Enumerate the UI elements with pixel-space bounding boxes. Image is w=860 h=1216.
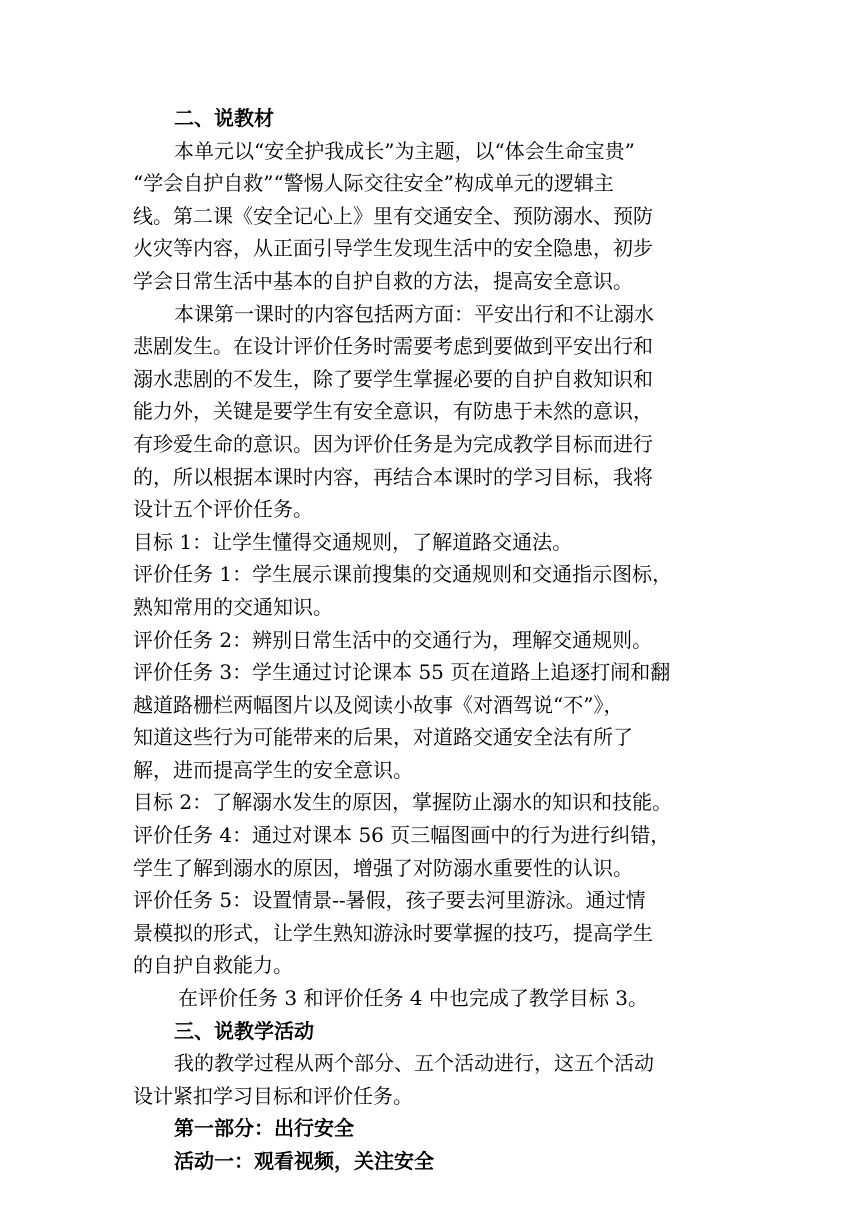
paragraph-line: 悲剧发生。在设计评价任务时需要考虑到要做到平安出行和 bbox=[133, 334, 653, 359]
paragraph-line: 溺水悲剧的不发生，除了要学生掌握必要的自护自救知识和 bbox=[133, 366, 653, 391]
section-heading-2: 二、说教材 bbox=[174, 106, 274, 130]
paragraph-line: 学生了解到溺水的原因，增强了对防溺水重要性的认识。 bbox=[133, 855, 633, 880]
document-page bbox=[133, 102, 733, 1178]
paragraph-line: 我的教学过程从两个部分、五个活动进行，这五个活动 bbox=[174, 1051, 654, 1076]
section-heading-3: 三、说教学活动 bbox=[174, 1018, 314, 1043]
task-1-line: 评价任务 1：学生展示课前搜集的交通规则和交通指示图标， bbox=[133, 562, 673, 587]
goal-2-line: 目标 2：了解溺水发生的原因，掌握防止溺水的知识和技能。 bbox=[133, 790, 673, 815]
task-2-line: 评价任务 2：辨别日常生活中的交通行为，理解交通规则。 bbox=[133, 627, 653, 652]
part-1-heading: 第一部分：出行安全 bbox=[174, 1116, 354, 1141]
paragraph-line: 本单元以“安全护我成长”为主题，以“体会生命宝贵” bbox=[174, 138, 635, 163]
paragraph-line: 知道这些行为可能带来的后果，对道路交通安全法有所了 bbox=[133, 725, 633, 750]
paragraph-line: 解，进而提高学生的安全意识。 bbox=[133, 757, 413, 782]
paragraph-line: 景模拟的形式，让学生熟知游泳时要掌握的技巧，提高学生 bbox=[133, 920, 653, 945]
paragraph-line: “学会自护自救”“警惕人际交往安全”构成单元的逻辑主 bbox=[133, 171, 614, 196]
activity-1-heading: 活动一：观看视频，关注安全 bbox=[174, 1149, 434, 1173]
paragraph-line: 的自护自救能力。 bbox=[133, 953, 293, 978]
paragraph-line: 火灾等内容，从正面引导学生发现生活中的安全隐患，初步 bbox=[133, 236, 653, 261]
task-3-line: 评价任务 3：学生通过讨论课本 55 页在道路上追逐打闹和翻 bbox=[133, 660, 671, 685]
paragraph-line: 学会日常生活中基本的自护自救的方法，提高安全意识。 bbox=[133, 268, 633, 293]
goal-1-line: 目标 1：让学生懂得交通规则，了解道路交通法。 bbox=[133, 529, 573, 554]
task-5-line: 评价任务 5：设置情景--暑假，孩子要去河里游泳。通过情 bbox=[133, 888, 646, 913]
paragraph-line: 的，所以根据本课时内容，再结合本课时的学习目标，我将 bbox=[133, 464, 653, 489]
paragraph-line: 设计五个评价任务。 bbox=[133, 497, 313, 522]
paragraph-line: 本课第一课时的内容包括两方面：平安出行和不让溺水 bbox=[174, 301, 654, 326]
paragraph-line: 在评价任务 3 和评价任务 4 中也完成了教学目标 3。 bbox=[178, 986, 648, 1011]
paragraph-line: 设计紧扣学习目标和评价任务。 bbox=[133, 1083, 413, 1108]
paragraph-line: 有珍爱生命的意识。因为评价任务是为完成教学目标而进行 bbox=[133, 431, 653, 456]
paragraph-line: 能力外，关键是要学生有安全意识，有防患于未然的意识， bbox=[133, 399, 653, 424]
paragraph-line: 线。第二课《安全记心上》里有交通安全、预防溺水、预防 bbox=[133, 203, 653, 228]
paragraph-line: 越道路栅栏两幅图片以及阅读小故事《对酒驾说“不”》， bbox=[133, 692, 624, 717]
task-4-line: 评价任务 4：通过对课本 56 页三幅图画中的行为进行纠错， bbox=[133, 823, 671, 848]
paragraph-line: 熟知常用的交通知识。 bbox=[133, 594, 333, 619]
